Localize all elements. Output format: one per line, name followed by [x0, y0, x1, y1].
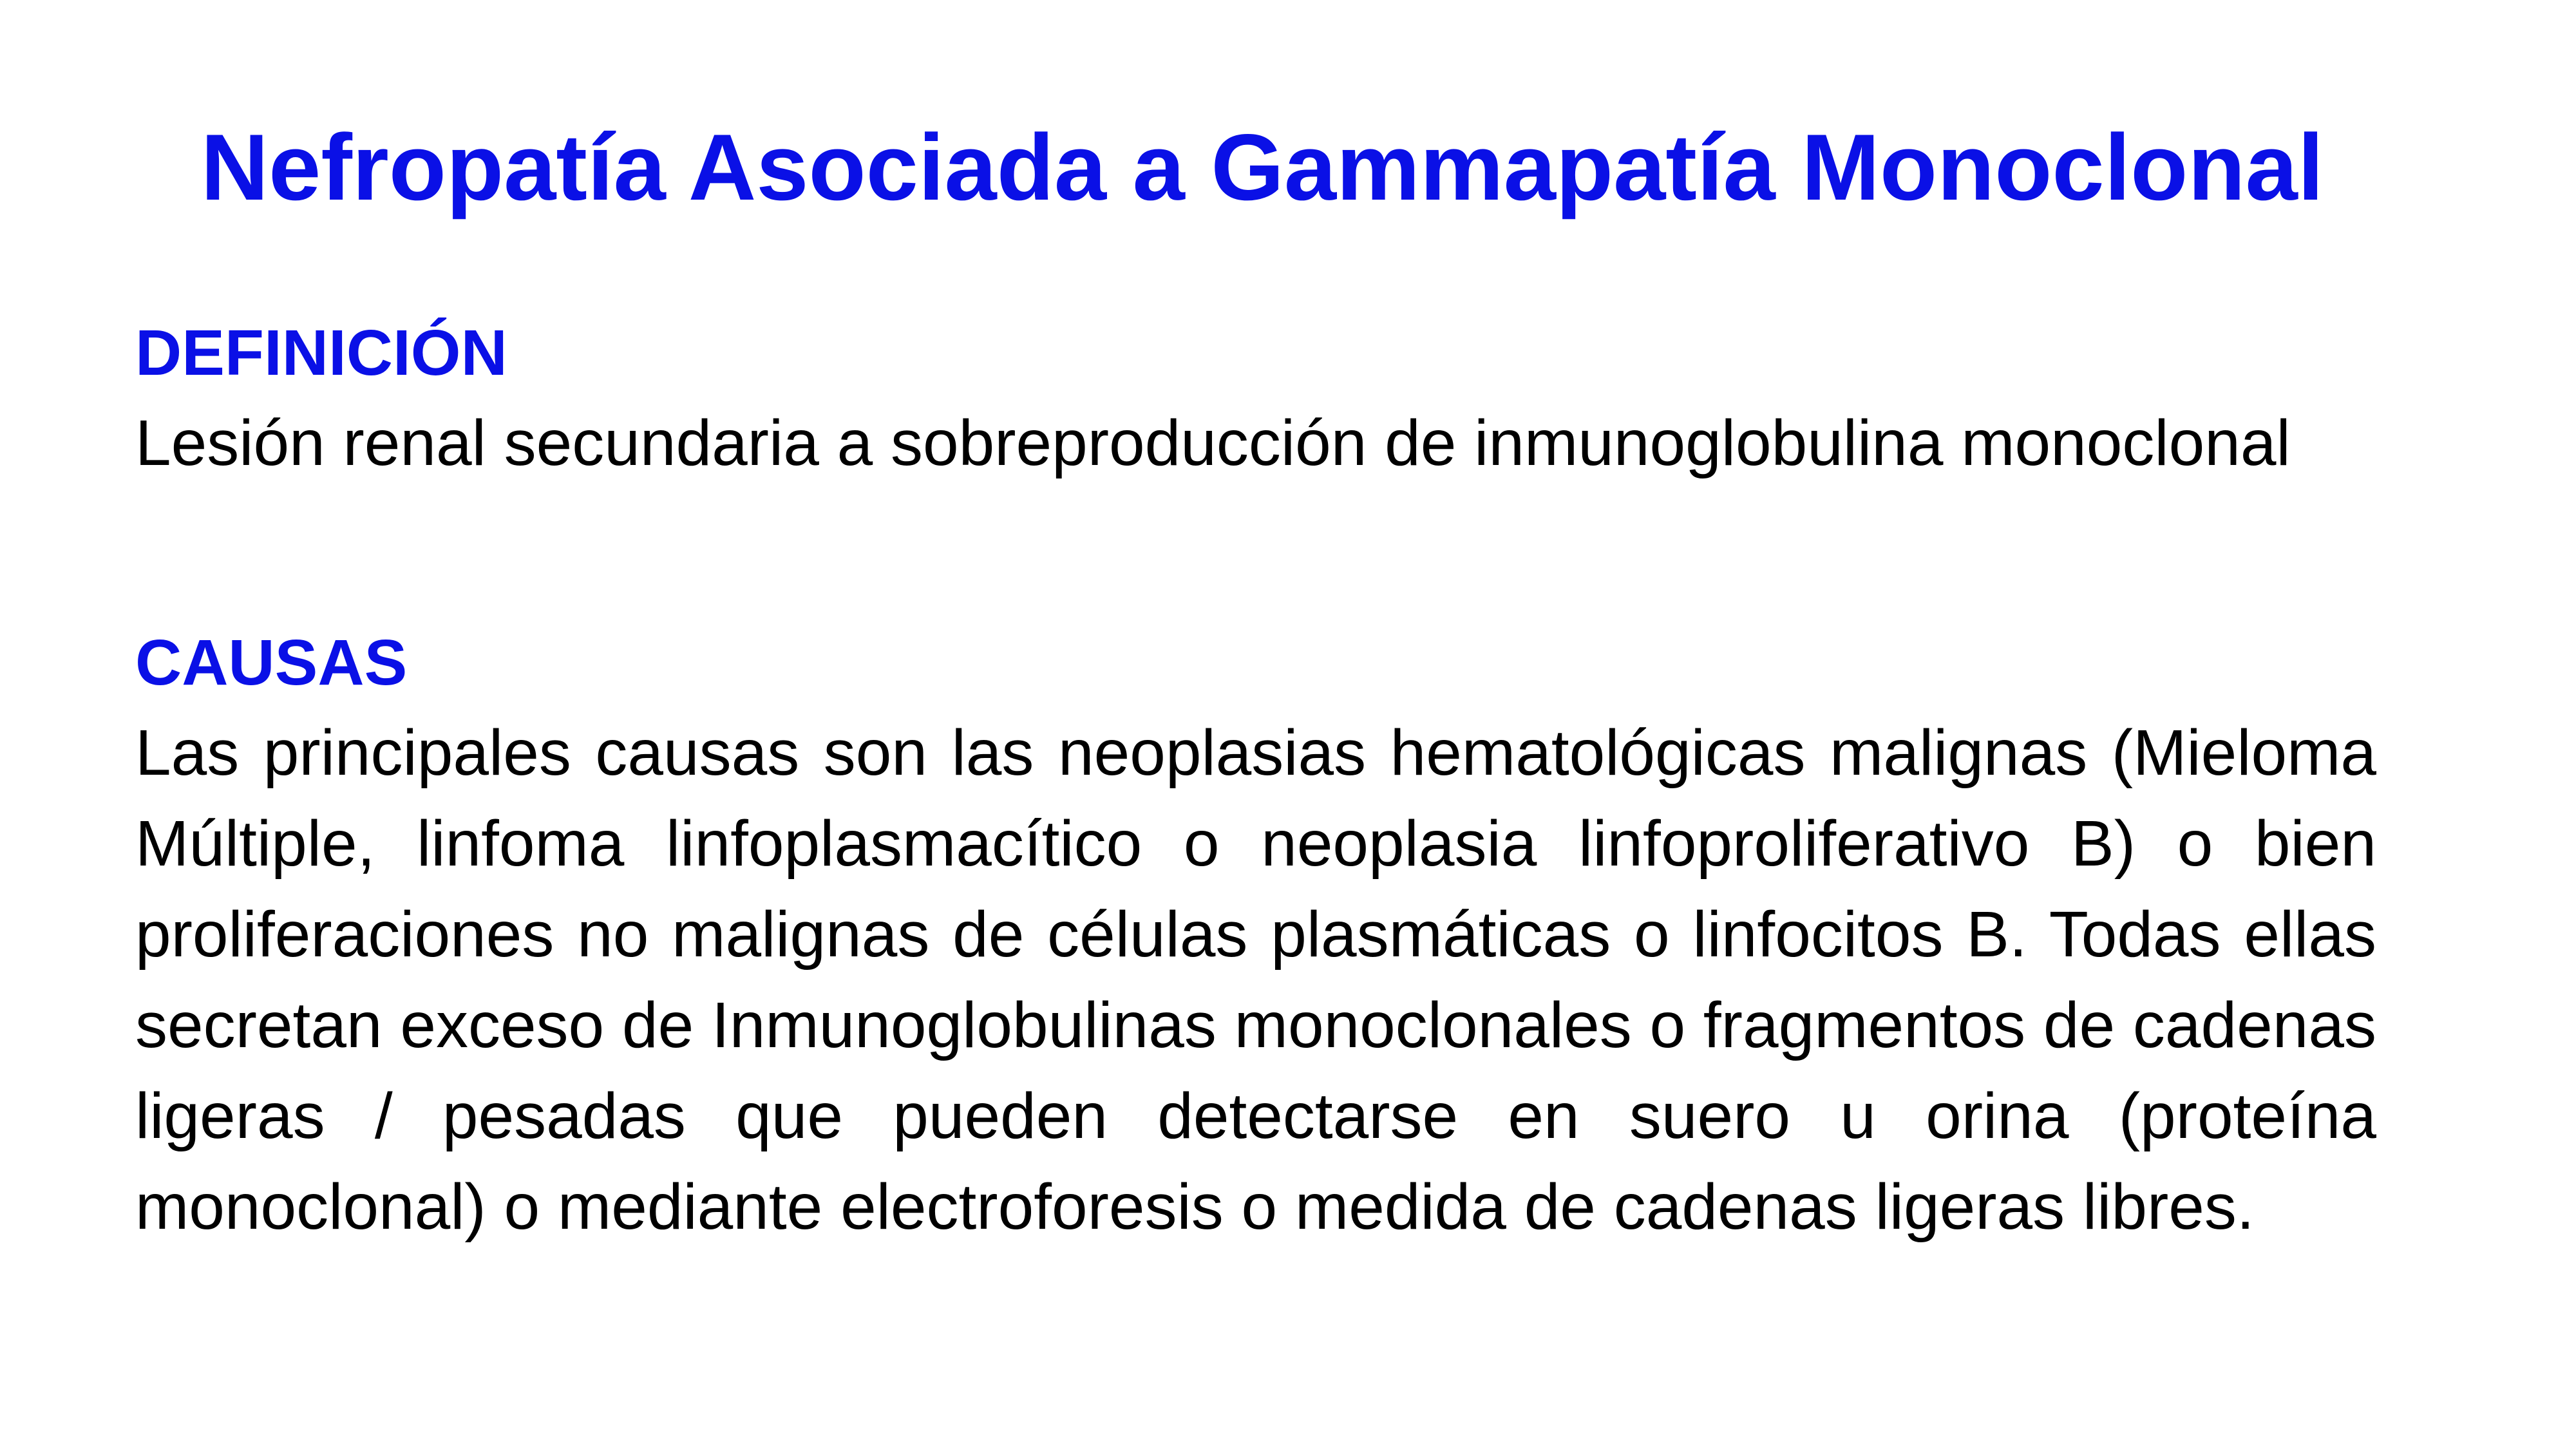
- slide-title: Nefropatía Asociada a Gammapatía Monoclonal: [200, 115, 2324, 220]
- causes-heading: CAUSAS: [135, 627, 408, 699]
- causes-text: Las principales causas son las neoplasias hematológicas malignas (Mieloma Múltiple, linfoma linfoplasmacítico o neoplasia linfoproliferativo B) o bien proliferaciones no malignas de células plasmáticas o linfocitos B. Todas ellas secretan exceso de Inmunoglobulinas monoclonales o fragmentos de cadenas ligeras / pesadas que pueden detectarse en suero u orina (proteína monoclonal) o mediante electroforesis o medida de cadenas ligeras libres.: [135, 717, 2376, 1243]
- slide-content: [135, 308, 2376, 1253]
- definition-text: Lesión renal secundaria a sobreproducción de inmunoglobulina monoclonal: [135, 407, 2291, 479]
- definition-section: [135, 308, 2376, 489]
- section-spacer: [135, 489, 2376, 618]
- causes-section: [135, 618, 2376, 1253]
- definition-heading: DEFINICIÓN: [135, 317, 507, 389]
